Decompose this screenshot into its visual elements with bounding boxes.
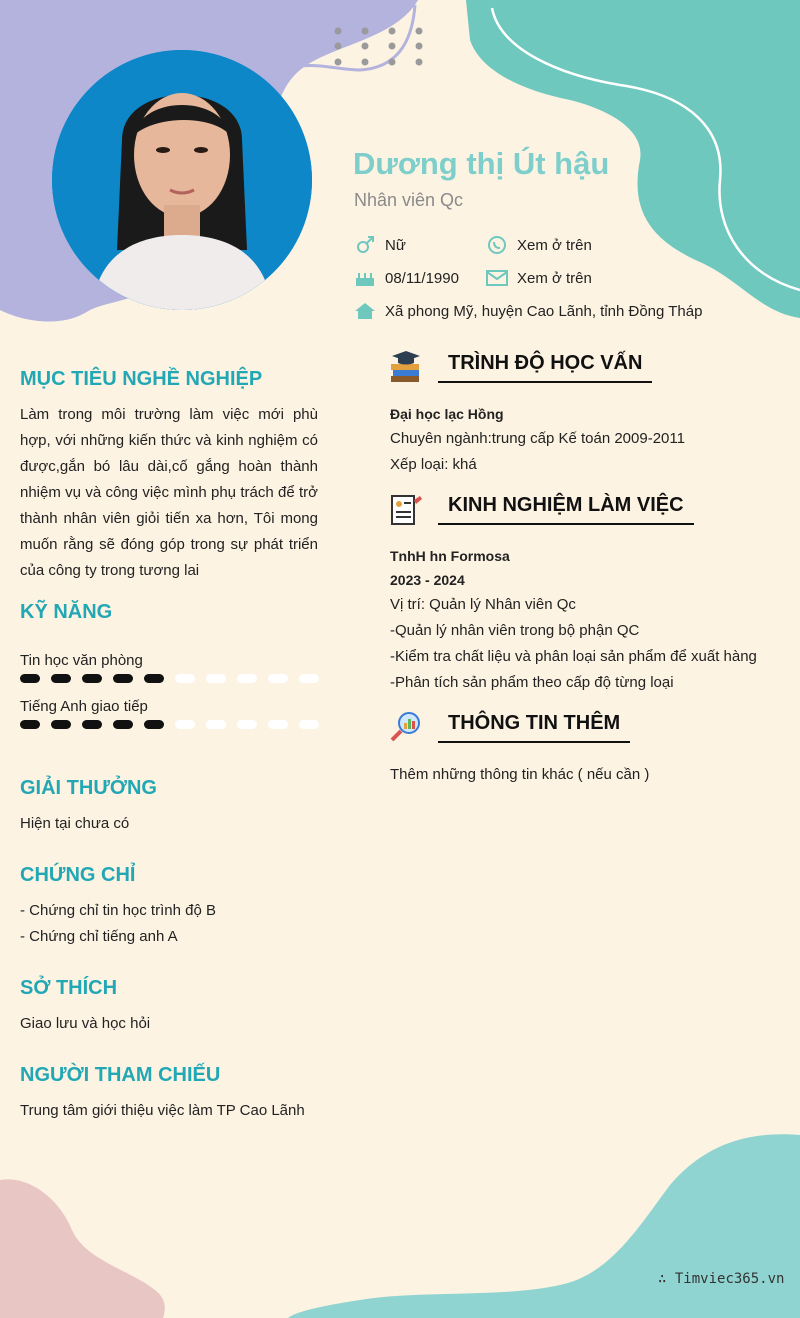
job-title: Nhân viên Qc xyxy=(354,190,464,210)
education-school: Đại học lạc Hồng xyxy=(390,406,504,422)
skill-level-bar xyxy=(20,720,319,729)
certificate-item: - Chứng chỉ tin học trình độ B xyxy=(20,902,216,919)
graduation-books-icon xyxy=(388,350,424,384)
gender-icon xyxy=(354,235,376,255)
skill-pill-filled xyxy=(113,674,133,683)
extra-text: Thêm những thông tin khác ( nếu cần ) xyxy=(390,766,650,783)
home-icon xyxy=(354,301,376,321)
skill-name: Tin học văn phòng xyxy=(20,652,143,669)
skills-heading: KỸ NĂNG xyxy=(20,601,113,623)
resume-document-icon xyxy=(388,492,424,526)
experience-period: 2023 - 2024 xyxy=(390,572,465,588)
skill-pill-filled xyxy=(82,720,102,729)
skill-pill-filled xyxy=(20,720,40,729)
skill-pill-filled xyxy=(144,674,164,683)
experience-line: -Quản lý nhân viên trong bộ phận QC xyxy=(390,622,640,639)
email-value: Xem ở trên xyxy=(517,269,592,287)
skill-level-bar xyxy=(20,674,319,683)
birthday-cake-icon xyxy=(354,268,376,288)
hobbies-text: Giao lưu và học hỏi xyxy=(20,1015,151,1032)
email-row xyxy=(486,268,592,288)
phone-row xyxy=(486,235,592,255)
education-heading: TRÌNH ĐỘ HỌC VẤN xyxy=(438,352,652,383)
address-row xyxy=(354,301,702,321)
skill-pill-empty xyxy=(237,720,257,729)
skill-pill-filled xyxy=(113,720,133,729)
skill-name: Tiếng Anh giao tiếp xyxy=(20,698,148,715)
objective-text: Làm trong môi trường làm việc mới phù hợp, với những kiến thức và kinh nghiệm có được,gắn bó lâu dài,cố gắng hoàn thành nhiệm vụ và công việc mình phụ trách để trở thành nhân viên giỏi tiến xa hơn, Tôi mong muốn rằng sẽ đóng góp trong sự phát triển của công ty trong tương lai xyxy=(20,406,318,579)
gender-value: Nữ xyxy=(385,236,406,254)
profile-photo xyxy=(52,50,312,310)
skill-pill-filled xyxy=(82,674,102,683)
brand-mark-icon: ∴ xyxy=(658,1271,667,1287)
skill-pill-empty xyxy=(175,674,195,683)
extra-heading: THÔNG TIN THÊM xyxy=(438,712,630,743)
skill-pill-filled xyxy=(20,674,40,683)
skill-pill-empty xyxy=(206,720,226,729)
phone-value: Xem ở trên xyxy=(517,236,592,254)
skill-pill-empty xyxy=(237,674,257,683)
experience-line: -Kiểm tra chất liệu và phân loại sản phẩm để xuất hàng xyxy=(390,648,757,665)
skill-pill-empty xyxy=(299,720,319,729)
education-major: Chuyên ngành:trung cấp Kế toán 2009-2011 xyxy=(390,430,685,447)
envelope-icon xyxy=(486,268,508,288)
experience-heading: KINH NGHIỆM LÀM VIỆC xyxy=(438,494,694,525)
bottom-pink-blob xyxy=(0,1179,165,1318)
extra-section-header xyxy=(388,710,630,744)
brand-text: Timviec365.vn xyxy=(674,1271,785,1287)
address-value: Xã phong Mỹ, huyện Cao Lãnh, tỉnh Đồng Tháp xyxy=(385,302,703,320)
skill-pill-filled xyxy=(51,720,71,729)
bottom-teal-blob xyxy=(288,1134,800,1318)
birthday-value: 08/11/1990 xyxy=(385,269,459,287)
candidate-name: Dương thị Út hậu xyxy=(353,146,610,181)
skill-pill-filled xyxy=(144,720,164,729)
awards-text: Hiện tại chưa có xyxy=(20,815,130,832)
skill-pill-empty xyxy=(206,674,226,683)
experience-section-header xyxy=(388,492,694,526)
objective-heading: MỤC TIÊU NGHỀ NGHIỆP xyxy=(20,368,263,390)
experience-company: TnhH hn Formosa xyxy=(390,548,510,564)
references-heading: NGƯỜI THAM CHIẾU xyxy=(20,1064,221,1086)
phone-icon xyxy=(486,235,508,255)
certificate-item: - Chứng chỉ tiếng anh A xyxy=(20,928,178,945)
skill-pill-empty xyxy=(268,720,288,729)
certificates-heading: CHỨNG CHỈ xyxy=(20,864,136,886)
gender-row xyxy=(354,235,406,255)
experience-line: Vị trí: Quản lý Nhân viên Qc xyxy=(390,596,576,613)
references-text: Trung tâm giới thiệu việc làm TP Cao Lãnh xyxy=(20,1102,305,1119)
skill-pill-empty xyxy=(299,674,319,683)
footer-brand xyxy=(658,1271,784,1287)
skill-pill-empty xyxy=(175,720,195,729)
skill-pill-filled xyxy=(51,674,71,683)
experience-line: -Phân tích sản phẩm theo cấp độ từng loại xyxy=(390,674,674,691)
skill-pill-empty xyxy=(268,674,288,683)
hobbies-heading: SỞ THÍCH xyxy=(20,977,118,999)
birthday-row xyxy=(354,268,459,288)
education-grade: Xếp loại: khá xyxy=(390,456,477,473)
magnifier-chart-icon xyxy=(388,710,424,744)
education-section-header xyxy=(388,350,652,384)
awards-heading: GIẢI THƯỞNG xyxy=(20,777,157,799)
